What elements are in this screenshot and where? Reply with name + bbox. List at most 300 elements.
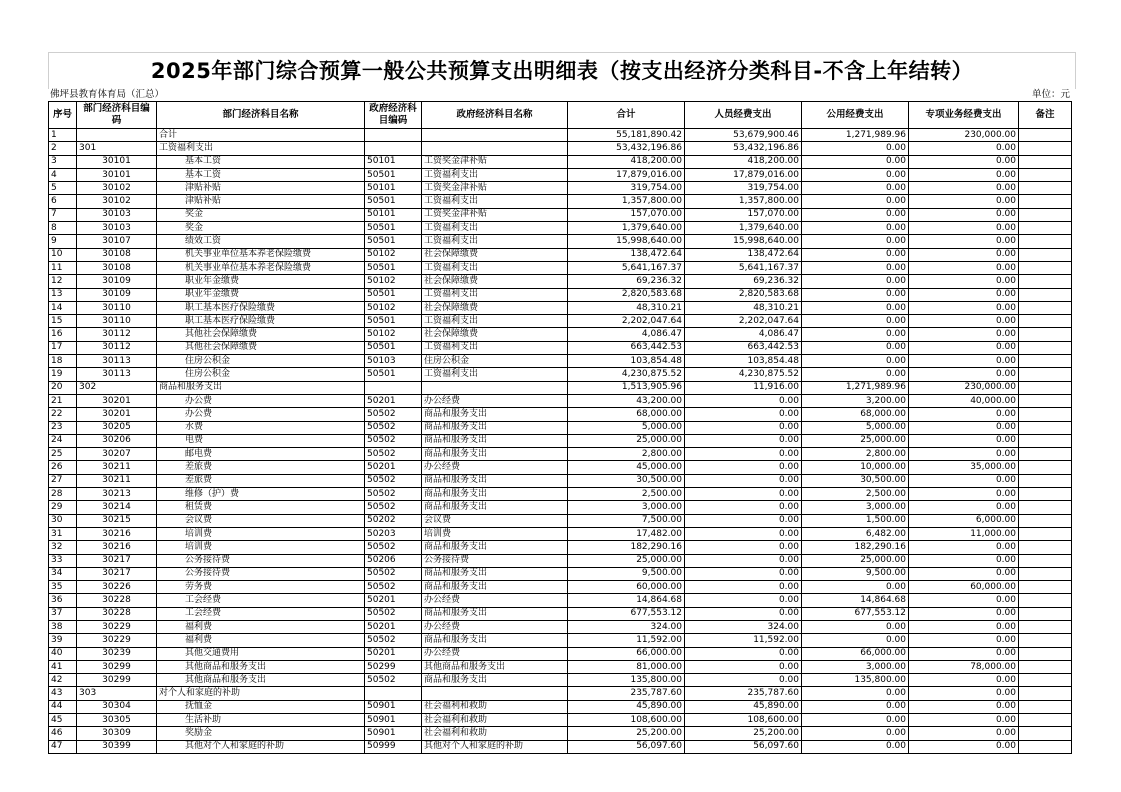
cell-gov-code: 50201 [365, 620, 422, 633]
cell-special: 0.00 [909, 222, 1019, 235]
cell-gov-code: 50206 [365, 554, 422, 567]
cell-dept-code: 30205 [77, 421, 157, 434]
cell-note [1019, 514, 1072, 527]
cell-personnel: 25,200.00 [685, 727, 802, 740]
table-row [49, 607, 1072, 620]
cell-no: 6 [49, 195, 77, 208]
cell-public: 25,000.00 [802, 554, 909, 567]
cell-gov-code: 50203 [365, 527, 422, 540]
cell-gov-code: 50502 [365, 674, 422, 687]
cell-dept-name: 公务接待费 [157, 567, 365, 580]
cell-special: 60,000.00 [909, 581, 1019, 594]
cell-personnel: 2,820,583.68 [685, 288, 802, 301]
cell-personnel: 69,236.32 [685, 275, 802, 288]
cell-special: 0.00 [909, 434, 1019, 447]
cell-dept-name: 工会经费 [157, 594, 365, 607]
cell-total: 11,592.00 [568, 634, 685, 647]
cell-special: 0.00 [909, 275, 1019, 288]
cell-no: 38 [49, 620, 77, 633]
cell-public: 0.00 [802, 714, 909, 727]
cell-personnel: 0.00 [685, 408, 802, 421]
cell-note [1019, 235, 1072, 248]
table-row [49, 421, 1072, 434]
table-row [49, 168, 1072, 181]
cell-gov-name: 其他对个人和家庭的补助 [422, 740, 568, 753]
table-row [49, 620, 1072, 633]
cell-gov-code: 50502 [365, 567, 422, 580]
cell-gov-name: 办公经费 [422, 647, 568, 660]
cell-special: 0.00 [909, 315, 1019, 328]
cell-public: 25,000.00 [802, 434, 909, 447]
cell-personnel: 319,754.00 [685, 182, 802, 195]
cell-dept-name: 福利费 [157, 634, 365, 647]
cell-gov-code: 50502 [365, 448, 422, 461]
cell-note [1019, 700, 1072, 713]
cell-public: 68,000.00 [802, 408, 909, 421]
cell-personnel: 0.00 [685, 527, 802, 540]
cell-dept-name: 培训费 [157, 527, 365, 540]
cell-note [1019, 647, 1072, 660]
cell-gov-name: 商品和服务支出 [422, 434, 568, 447]
cell-dept-name: 住房公积金 [157, 368, 365, 381]
cell-personnel: 45,890.00 [685, 700, 802, 713]
cell-dept-code: 30216 [77, 541, 157, 554]
cell-personnel: 0.00 [685, 461, 802, 474]
cell-gov-code: 50502 [365, 581, 422, 594]
cell-gov-name: 工资福利支出 [422, 368, 568, 381]
cell-special: 0.00 [909, 288, 1019, 301]
cell-public: 1,271,989.96 [802, 381, 909, 394]
unit-label: 单位：元 [1031, 89, 1070, 100]
cell-note [1019, 275, 1072, 288]
table-row [49, 514, 1072, 527]
cell-special: 0.00 [909, 620, 1019, 633]
header-dept-code: 部门经济科目编码 [77, 102, 157, 129]
cell-gov-name: 办公经费 [422, 594, 568, 607]
cell-personnel: 0.00 [685, 501, 802, 514]
cell-special: 0.00 [909, 261, 1019, 274]
table-row [49, 394, 1072, 407]
cell-note [1019, 594, 1072, 607]
cell-gov-name: 公务接待费 [422, 554, 568, 567]
cell-dept-code: 30206 [77, 434, 157, 447]
cell-dept-name: 其他商品和服务支出 [157, 660, 365, 673]
cell-public: 66,000.00 [802, 647, 909, 660]
cell-no: 47 [49, 740, 77, 753]
cell-gov-code [365, 381, 422, 394]
cell-public: 0.00 [802, 195, 909, 208]
cell-dept-code: 30103 [77, 222, 157, 235]
cell-public: 0.00 [802, 355, 909, 368]
cell-note [1019, 328, 1072, 341]
cell-note [1019, 527, 1072, 540]
cell-total: 418,200.00 [568, 155, 685, 168]
cell-dept-name: 基本工资 [157, 168, 365, 181]
cell-no: 4 [49, 168, 77, 181]
cell-special: 0.00 [909, 328, 1019, 341]
table-row [49, 581, 1072, 594]
cell-public: 0.00 [802, 700, 909, 713]
cell-total: 15,998,640.00 [568, 235, 685, 248]
cell-dept-name: 奖金 [157, 208, 365, 221]
cell-public: 0.00 [802, 301, 909, 314]
cell-gov-code: 50502 [365, 488, 422, 501]
cell-note [1019, 381, 1072, 394]
cell-total: 1,357,800.00 [568, 195, 685, 208]
cell-dept-name: 奖励金 [157, 727, 365, 740]
cell-dept-code: 30211 [77, 474, 157, 487]
cell-personnel: 53,432,196.86 [685, 142, 802, 155]
cell-dept-code: 30213 [77, 488, 157, 501]
cell-no: 33 [49, 554, 77, 567]
cell-dept-code: 30109 [77, 288, 157, 301]
header-gov-code: 政府经济科目编码 [365, 102, 422, 129]
cell-special: 78,000.00 [909, 660, 1019, 673]
cell-note [1019, 195, 1072, 208]
table-row [49, 195, 1072, 208]
cell-gov-name: 办公经费 [422, 394, 568, 407]
cell-note [1019, 394, 1072, 407]
cell-note [1019, 448, 1072, 461]
cell-public: 1,500.00 [802, 514, 909, 527]
cell-personnel: 0.00 [685, 421, 802, 434]
cell-no: 31 [49, 527, 77, 540]
cell-no: 2 [49, 142, 77, 155]
table-row [49, 208, 1072, 221]
cell-dept-name: 机关事业单位基本养老保险缴费 [157, 261, 365, 274]
cell-special: 0.00 [909, 594, 1019, 607]
cell-public: 10,000.00 [802, 461, 909, 474]
cell-no: 45 [49, 714, 77, 727]
cell-special: 0.00 [909, 248, 1019, 261]
cell-note [1019, 674, 1072, 687]
cell-gov-name [422, 687, 568, 700]
cell-note [1019, 288, 1072, 301]
table-row [49, 700, 1072, 713]
cell-dept-code: 30226 [77, 581, 157, 594]
cell-special: 0.00 [909, 341, 1019, 354]
cell-note [1019, 660, 1072, 673]
cell-dept-code: 30217 [77, 567, 157, 580]
cell-total: 45,000.00 [568, 461, 685, 474]
header-gov-name: 政府经济科目名称 [422, 102, 568, 129]
cell-personnel: 15,998,640.00 [685, 235, 802, 248]
cell-gov-code: 50501 [365, 195, 422, 208]
cell-no: 25 [49, 448, 77, 461]
cell-dept-name: 劳务费 [157, 581, 365, 594]
cell-note [1019, 261, 1072, 274]
cell-special: 40,000.00 [909, 394, 1019, 407]
cell-public: 3,000.00 [802, 660, 909, 673]
cell-gov-code: 50202 [365, 514, 422, 527]
cell-public: 2,800.00 [802, 448, 909, 461]
cell-gov-name: 商品和服务支出 [422, 474, 568, 487]
cell-personnel: 17,879,016.00 [685, 168, 802, 181]
cell-note [1019, 620, 1072, 633]
cell-note [1019, 634, 1072, 647]
cell-personnel: 0.00 [685, 474, 802, 487]
cell-gov-code: 50901 [365, 700, 422, 713]
cell-personnel: 1,379,640.00 [685, 222, 802, 235]
cell-gov-name: 商品和服务支出 [422, 541, 568, 554]
cell-personnel: 0.00 [685, 434, 802, 447]
cell-note [1019, 208, 1072, 221]
cell-public: 0.00 [802, 315, 909, 328]
cell-special: 0.00 [909, 634, 1019, 647]
cell-special: 0.00 [909, 714, 1019, 727]
cell-no: 35 [49, 581, 77, 594]
cell-dept-code: 30109 [77, 275, 157, 288]
cell-total: 135,800.00 [568, 674, 685, 687]
cell-total: 9,500.00 [568, 567, 685, 580]
header-total: 合计 [568, 102, 685, 129]
table-row [49, 235, 1072, 248]
cell-public: 0.00 [802, 168, 909, 181]
cell-personnel: 2,202,047.64 [685, 315, 802, 328]
cell-note [1019, 541, 1072, 554]
table-row [49, 182, 1072, 195]
cell-public: 0.00 [802, 248, 909, 261]
cell-no: 10 [49, 248, 77, 261]
table-row [49, 355, 1072, 368]
cell-dept-code: 30229 [77, 620, 157, 633]
cell-total: 1,379,640.00 [568, 222, 685, 235]
cell-gov-name: 工资奖金津补贴 [422, 208, 568, 221]
cell-dept-code: 30108 [77, 261, 157, 274]
cell-dept-code: 30299 [77, 660, 157, 673]
cell-public: 0.00 [802, 222, 909, 235]
cell-total: 5,000.00 [568, 421, 685, 434]
cell-dept-code: 30211 [77, 461, 157, 474]
header-public: 公用经费支出 [802, 102, 909, 129]
table-row [49, 288, 1072, 301]
cell-dept-name: 福利费 [157, 620, 365, 633]
cell-dept-code: 301 [77, 142, 157, 155]
cell-personnel: 0.00 [685, 514, 802, 527]
cell-note [1019, 474, 1072, 487]
cell-total: 2,800.00 [568, 448, 685, 461]
cell-total: 324.00 [568, 620, 685, 633]
table-row [49, 129, 1072, 142]
cell-no: 20 [49, 381, 77, 394]
cell-dept-name: 绩效工资 [157, 235, 365, 248]
cell-gov-code: 50101 [365, 182, 422, 195]
table-row [49, 501, 1072, 514]
cell-note [1019, 142, 1072, 155]
cell-gov-code: 50502 [365, 541, 422, 554]
cell-gov-code: 50102 [365, 301, 422, 314]
cell-special: 0.00 [909, 355, 1019, 368]
cell-gov-name: 商品和服务支出 [422, 634, 568, 647]
cell-special: 0.00 [909, 168, 1019, 181]
cell-public: 0.00 [802, 581, 909, 594]
cell-public: 3,000.00 [802, 501, 909, 514]
cell-gov-name: 工资福利支出 [422, 261, 568, 274]
cell-dept-code: 30309 [77, 727, 157, 740]
cell-dept-code: 30101 [77, 155, 157, 168]
cell-no: 17 [49, 341, 77, 354]
cell-dept-code: 30103 [77, 208, 157, 221]
cell-note [1019, 581, 1072, 594]
table-row [49, 248, 1072, 261]
cell-dept-name: 职工基本医疗保险缴费 [157, 301, 365, 314]
cell-personnel: 108,600.00 [685, 714, 802, 727]
cell-public: 2,500.00 [802, 488, 909, 501]
cell-no: 22 [49, 408, 77, 421]
cell-gov-code: 50502 [365, 421, 422, 434]
cell-personnel: 324.00 [685, 620, 802, 633]
cell-note [1019, 182, 1072, 195]
table-row [49, 434, 1072, 447]
cell-gov-name: 住房公积金 [422, 355, 568, 368]
cell-gov-code: 50901 [365, 727, 422, 740]
cell-public: 9,500.00 [802, 567, 909, 580]
cell-dept-code: 30305 [77, 714, 157, 727]
cell-special: 0.00 [909, 235, 1019, 248]
cell-public: 0.00 [802, 288, 909, 301]
cell-gov-name: 商品和服务支出 [422, 607, 568, 620]
cell-no: 19 [49, 368, 77, 381]
table-row [49, 687, 1072, 700]
cell-public: 3,200.00 [802, 394, 909, 407]
cell-note [1019, 341, 1072, 354]
cell-no: 28 [49, 488, 77, 501]
cell-total: 69,236.32 [568, 275, 685, 288]
cell-public: 135,800.00 [802, 674, 909, 687]
cell-public: 30,500.00 [802, 474, 909, 487]
cell-gov-name: 商品和服务支出 [422, 421, 568, 434]
cell-gov-code: 50502 [365, 408, 422, 421]
cell-total: 7,500.00 [568, 514, 685, 527]
cell-total: 3,000.00 [568, 501, 685, 514]
cell-public: 0.00 [802, 208, 909, 221]
sheet-title: 2025年部门综合预算一般公共预算支出明细表（按支出经济分类科目-不含上年结转） [48, 52, 1076, 89]
cell-personnel: 0.00 [685, 488, 802, 501]
cell-personnel: 0.00 [685, 554, 802, 567]
header-note: 备注 [1019, 102, 1072, 129]
table-row [49, 261, 1072, 274]
cell-special: 0.00 [909, 182, 1019, 195]
cell-dept-code: 30228 [77, 607, 157, 620]
cell-note [1019, 222, 1072, 235]
table-header-row [49, 102, 1072, 129]
cell-dept-name: 工资福利支出 [157, 142, 365, 155]
cell-note [1019, 501, 1072, 514]
cell-dept-code: 30229 [77, 634, 157, 647]
cell-special: 35,000.00 [909, 461, 1019, 474]
cell-total: 235,787.60 [568, 687, 685, 700]
table-row [49, 488, 1072, 501]
cell-public: 1,271,989.96 [802, 129, 909, 142]
cell-total: 663,442.53 [568, 341, 685, 354]
cell-note [1019, 129, 1072, 142]
cell-public: 14,864.68 [802, 594, 909, 607]
cell-personnel: 0.00 [685, 448, 802, 461]
cell-dept-code: 30112 [77, 328, 157, 341]
table-row [49, 301, 1072, 314]
cell-gov-name: 社会福利和救助 [422, 700, 568, 713]
cell-special: 0.00 [909, 142, 1019, 155]
cell-gov-code: 50502 [365, 607, 422, 620]
cell-no: 3 [49, 155, 77, 168]
cell-special: 0.00 [909, 474, 1019, 487]
header-special: 专项业务经费支出 [909, 102, 1019, 129]
cell-no: 29 [49, 501, 77, 514]
cell-dept-name: 其他社会保障缴费 [157, 341, 365, 354]
cell-no: 41 [49, 660, 77, 673]
cell-dept-code: 30107 [77, 235, 157, 248]
cell-dept-name: 邮电费 [157, 448, 365, 461]
table-row [49, 634, 1072, 647]
cell-dept-code: 30216 [77, 527, 157, 540]
cell-public: 0.00 [802, 634, 909, 647]
cell-total: 4,086.47 [568, 328, 685, 341]
cell-special: 0.00 [909, 155, 1019, 168]
cell-note [1019, 315, 1072, 328]
cell-total: 1,513,905.96 [568, 381, 685, 394]
cell-total: 68,000.00 [568, 408, 685, 421]
cell-gov-name: 商品和服务支出 [422, 501, 568, 514]
cell-gov-name: 工资福利支出 [422, 341, 568, 354]
cell-special: 0.00 [909, 208, 1019, 221]
cell-gov-code: 50501 [365, 315, 422, 328]
table-row [49, 594, 1072, 607]
cell-personnel: 103,854.48 [685, 355, 802, 368]
cell-personnel: 0.00 [685, 660, 802, 673]
cell-note [1019, 368, 1072, 381]
cell-gov-code: 50501 [365, 235, 422, 248]
cell-gov-code: 50101 [365, 155, 422, 168]
cell-gov-name: 社会福利和救助 [422, 714, 568, 727]
cell-total: 60,000.00 [568, 581, 685, 594]
cell-gov-name: 商品和服务支出 [422, 674, 568, 687]
cell-special: 0.00 [909, 501, 1019, 514]
cell-dept-code: 30112 [77, 341, 157, 354]
cell-special: 0.00 [909, 368, 1019, 381]
cell-gov-name: 办公经费 [422, 461, 568, 474]
table-row [49, 155, 1072, 168]
cell-personnel: 0.00 [685, 567, 802, 580]
cell-dept-name: 生活补助 [157, 714, 365, 727]
cell-no: 23 [49, 421, 77, 434]
cell-no: 8 [49, 222, 77, 235]
cell-dept-code: 30108 [77, 248, 157, 261]
cell-total: 45,890.00 [568, 700, 685, 713]
sheet-meta [48, 89, 1076, 101]
cell-public: 0.00 [802, 740, 909, 753]
cell-no: 36 [49, 594, 77, 607]
cell-dept-name: 职业年金缴费 [157, 275, 365, 288]
cell-public: 0.00 [802, 620, 909, 633]
cell-no: 13 [49, 288, 77, 301]
cell-gov-code: 50501 [365, 341, 422, 354]
cell-personnel: 4,086.47 [685, 328, 802, 341]
cell-gov-code: 50101 [365, 208, 422, 221]
table-row [49, 315, 1072, 328]
cell-dept-name: 合计 [157, 129, 365, 142]
table-row [49, 714, 1072, 727]
cell-total: 103,854.48 [568, 355, 685, 368]
cell-personnel: 0.00 [685, 594, 802, 607]
cell-special: 0.00 [909, 647, 1019, 660]
cell-gov-name: 办公经费 [422, 620, 568, 633]
cell-total: 30,500.00 [568, 474, 685, 487]
cell-total: 25,200.00 [568, 727, 685, 740]
cell-gov-name: 社会保障缴费 [422, 301, 568, 314]
cell-gov-code: 50102 [365, 275, 422, 288]
cell-no: 34 [49, 567, 77, 580]
cell-public: 0.00 [802, 341, 909, 354]
